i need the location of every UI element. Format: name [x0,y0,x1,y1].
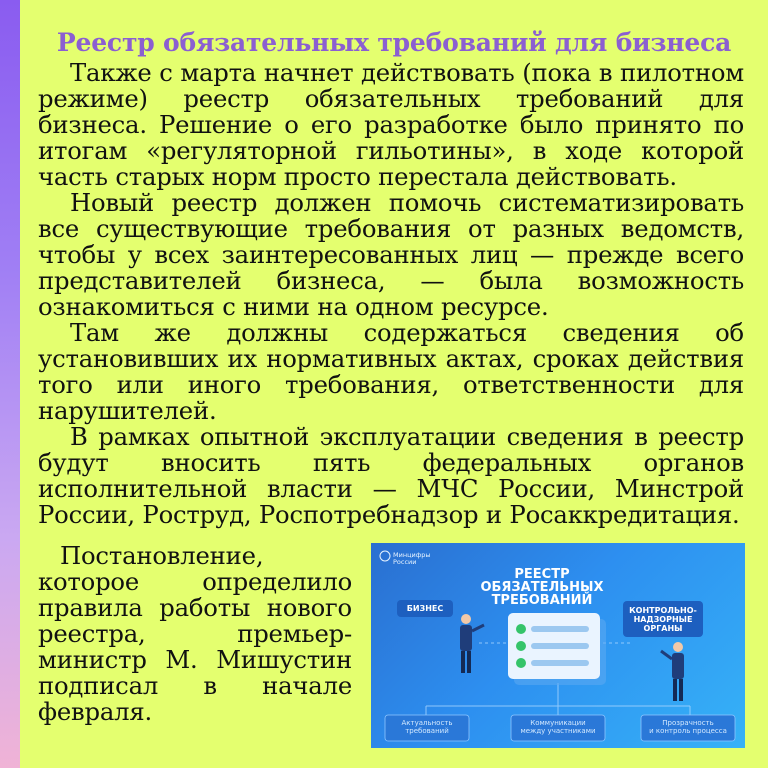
regulators-label [623,606,703,633]
article-body [38,60,744,528]
regulators-label-line: КОНТРОЛЬНО- [629,606,697,615]
page-title: Реестр обязательных требований для бизнеса [56,28,732,57]
footer-label-2 [511,719,605,735]
headline-line: ТРЕБОВАНИЙ [491,593,593,608]
regulators-label-line: ОРГАНЫ [643,624,683,633]
logo-line: Минцифры [393,551,431,559]
article-paragraph: В рамках опытной эксплуатации сведения в реестр будут вносить пять федеральных органов исполнительной власти — МЧС России, Минстрой России, Роструд, Роспотребнадзор и Росаккредитация. [38,422,744,529]
footer-label-3 [641,719,735,735]
infographic-headline [467,568,617,607]
footer-line: требований [405,727,449,735]
footer-label-1 [385,719,469,735]
footer-line: между участниками [520,727,596,735]
inspector-person-figure [661,642,684,701]
footer-line: Коммуникации [530,719,586,727]
caption-text: Постановление, которое определило правила работы нового реестра, премьер-министр М. Мишустин подписал в начале февраля. [38,541,352,726]
article-paragraph: Новый реестр должен помочь систематизировать все существующие требования от разных ведомств, чтобы у всех заинтересованных лиц — прежде всего представителей бизнеса, — была возможность ознакомиться с ними на одном ресурсе. [38,188,744,321]
footer-line: Прозрачность [662,719,714,727]
regulators-label-line: НАДЗОРНЫЕ [633,615,693,624]
logo-line: России [393,558,417,566]
ministry-logo-text [393,552,431,566]
headline-line: РЕЕСТР [514,567,570,582]
business-label: БИЗНЕС [406,604,444,613]
article-paragraph: Там же должны содержаться сведения об установивших их нормативных актах, сроках действия того или иного требования, ответственности для нарушителей. [38,318,744,425]
headline-line: ОБЯЗАТЕЛЬНЫХ [480,580,604,595]
registry-infographic [371,543,745,748]
side-gradient-strip [0,0,20,768]
ministry-emblem-icon [380,551,390,561]
footer-line: Актуальность [401,719,453,727]
footer-line: и контроль процесса [649,727,727,735]
article-paragraph: Также с марта начнет действовать (пока в пилотном режиме) реестр обязательных требований для бизнеса. Решение о его разработке было принято по итогам «регуляторной гильотины», в ходе которой часть старых норм просто перестала действовать. [38,58,744,191]
